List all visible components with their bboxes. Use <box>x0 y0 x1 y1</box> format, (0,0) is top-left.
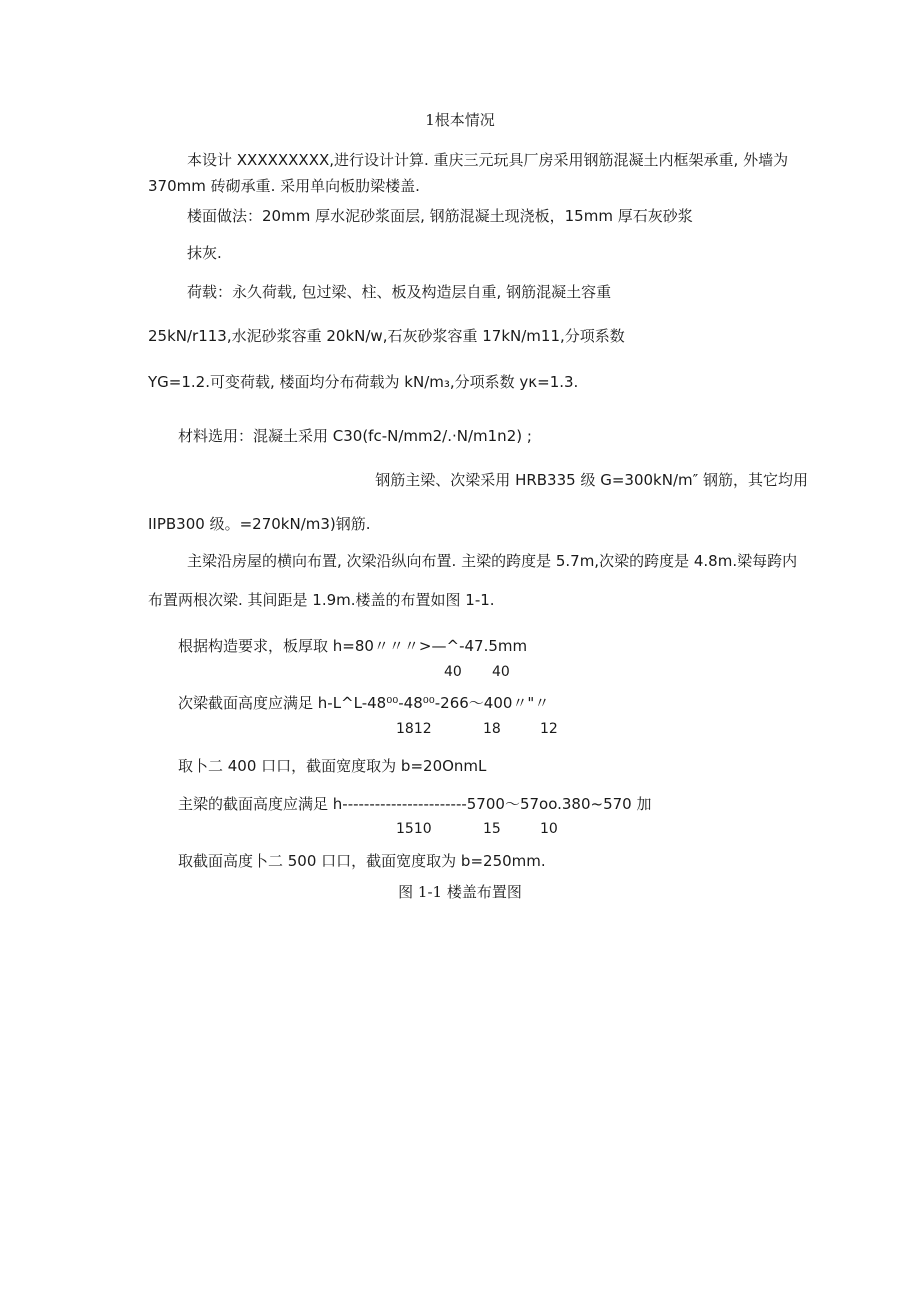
paragraph-line: 抹灰. <box>187 244 222 262</box>
paragraph-line: 材料选用：混凝土采用 C30(fc-N/mm2/.·N/m1n2) ; <box>178 427 532 445</box>
formula-line: 次梁截面高度应满足 h-L^L-48⁰⁰-48⁰⁰-266〜400〃"〃 <box>178 694 550 712</box>
formula-denominator: 40 <box>444 664 462 680</box>
formula-denominator: 18 <box>483 721 501 737</box>
paragraph-line: 25kN/r113,水泥砂浆容重 20kN/w,石灰砂浆容重 17kN/m11,分项系数 <box>148 327 625 345</box>
formula-denominator: 1510 <box>396 821 432 837</box>
formula-line: 取卜二 400 口口，截面宽度取为 b=20OnmL <box>178 757 487 775</box>
formula-denominator: 15 <box>483 821 501 837</box>
formula-denominator: 1812 <box>396 721 432 737</box>
paragraph-line: 布置两根次梁. 其间距是 1.9m.楼盖的布置如图 1-1. <box>148 591 495 609</box>
paragraph-line: IIPB300 级。=270kN/m3)钢筋. <box>148 515 371 533</box>
formula-line: 取截面高度卜二 500 口口，截面宽度取为 b=250mm. <box>178 852 546 870</box>
paragraph-line: 主梁沿房屋的横向布置, 次梁沿纵向布置. 主梁的跨度是 5.7m,次梁的跨度是 4.8m.梁每跨内 <box>187 552 798 570</box>
paragraph-line: 370mm 砖砌承重. 采用单向板肋梁楼盖. <box>148 177 420 195</box>
section-title: 1根本情况 <box>425 111 495 129</box>
formula-denominator: 40 <box>492 664 510 680</box>
paragraph-line: 钢筋主梁、次梁采用 HRB335 级 G=300kN/m″ 钢筋，其它均用 <box>375 471 808 489</box>
formula-denominator: 10 <box>540 821 558 837</box>
formula-denominator: 12 <box>540 721 558 737</box>
paragraph-line: 本设计 XXXXXXXXX,进行设计计算. 重庆三元玩具厂房采用钢筋混凝土内框架承重, 外墙为 <box>187 151 789 169</box>
paragraph-line: 荷载：永久荷载, 包过梁、柱、板及构造层自重, 钢筋混凝土容重 <box>187 283 612 301</box>
formula-line: 根据构造要求，板厚取 h=80〃〃〃>—^-47.5mm <box>178 637 528 655</box>
paragraph-line: YG=1.2.可变荷载, 楼面均分布荷载为 kN/m₃,分项系数 yκ=1.3. <box>148 373 579 391</box>
formula-line: 主梁的截面高度应满足 h-----------------------5700〜57oo.380~570 加 <box>178 795 652 813</box>
figure-caption: 图 1-1 楼盖布置图 <box>398 883 522 901</box>
paragraph-line: 楼面做法：20mm 厚水泥砂浆面层, 钢筋混凝土现浇板，15mm 厚石灰砂浆 <box>187 207 693 225</box>
